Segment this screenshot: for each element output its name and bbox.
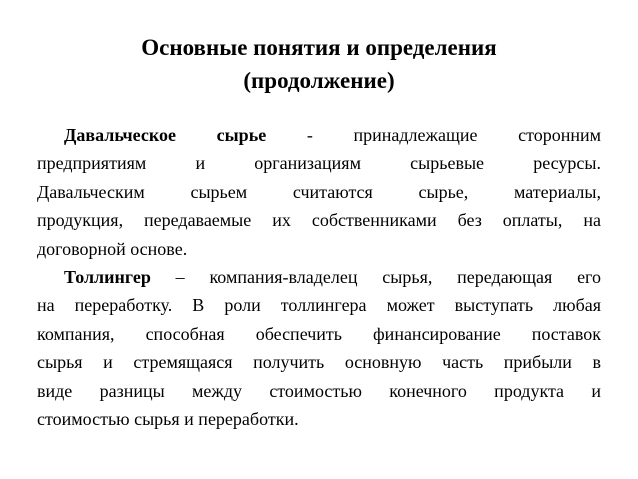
paragraph-line: договорной основе. bbox=[37, 238, 188, 259]
paragraph-line: Давальческим сырьем считаются сырье, материалы, bbox=[37, 181, 601, 202]
term-raw-materials: Давальческое сырье bbox=[64, 125, 267, 145]
paragraph-line bbox=[37, 121, 601, 149]
paragraph-line bbox=[37, 263, 601, 291]
term-toller: Толлингер bbox=[64, 266, 151, 287]
slide-body bbox=[37, 121, 601, 433]
paragraph-line: стоимостью сырья и переработки. bbox=[37, 408, 299, 429]
title-line: Основные понятия и определения bbox=[141, 35, 497, 60]
paragraph-line: на переработку. В роли толлингера может выступать любая bbox=[37, 295, 601, 316]
paragraph-line: продукция, передаваемые их собственниками без оплаты, на bbox=[37, 210, 601, 231]
title-line-subtitle: (продолжение) bbox=[243, 68, 395, 93]
paragraph-line: сырья и стремящаяся получить основную часть прибыли в bbox=[37, 352, 601, 373]
definition-text: – компания-владелец сырья, передающая его bbox=[150, 266, 601, 287]
slide-title bbox=[60, 31, 578, 97]
paragraph-line: предприятиям и организациям сырьевые ресурсы. bbox=[37, 153, 601, 174]
paragraph-toller bbox=[37, 263, 601, 433]
paragraph-raw-materials bbox=[37, 121, 601, 263]
paragraph-line: виде разницы между стоимостью конечного продукта и bbox=[37, 380, 601, 401]
paragraph-line: компания, способная обеспечить финансирование поставок bbox=[37, 323, 601, 344]
definition-text: - принадлежащие сторонним bbox=[266, 125, 601, 145]
